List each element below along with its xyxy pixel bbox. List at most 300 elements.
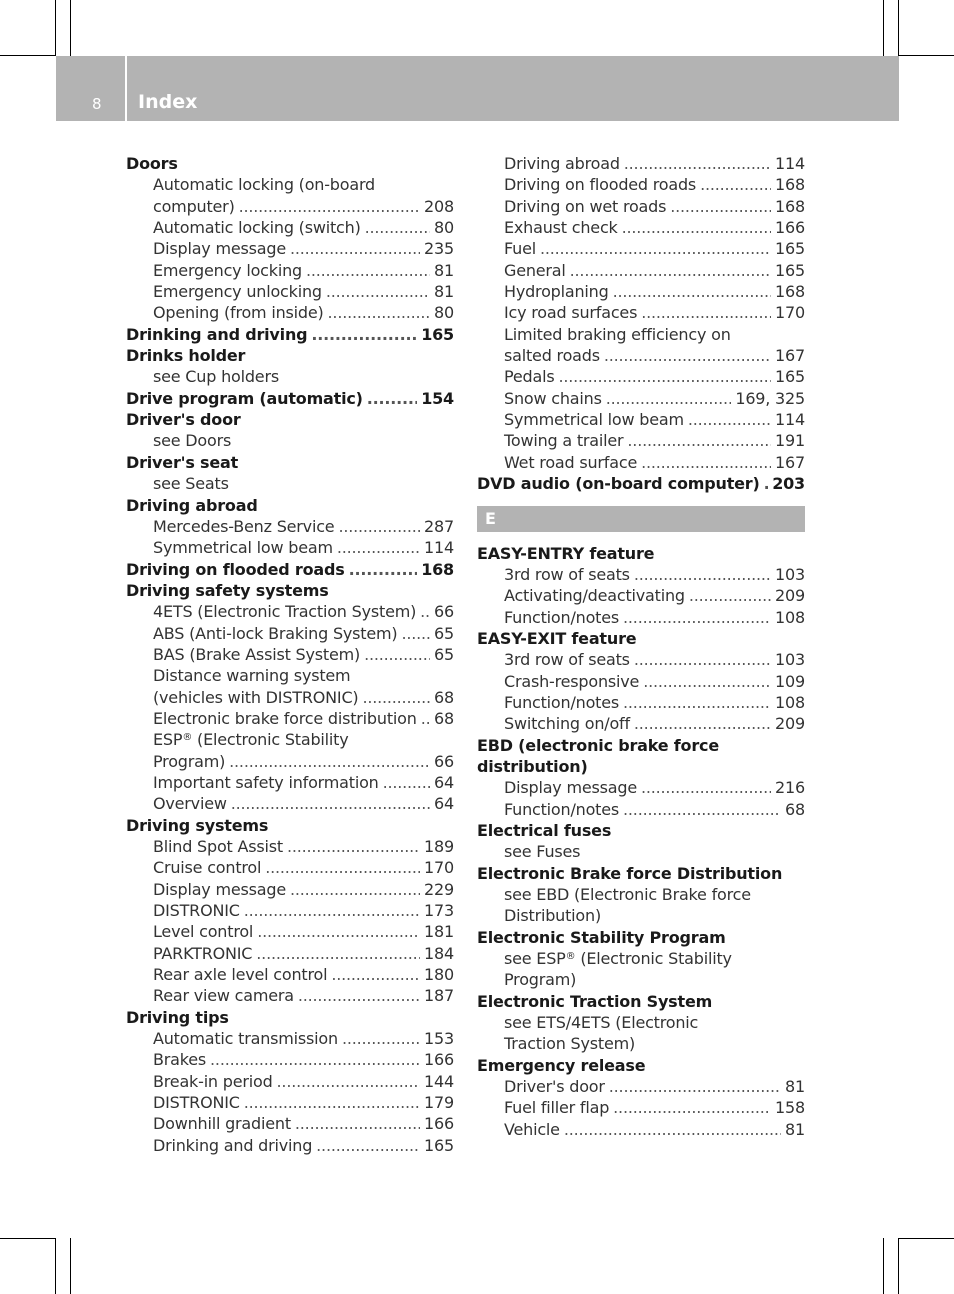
entry-text: EASY-ENTRY feature [477,543,655,563]
index-heading [477,473,805,494]
index-heading [126,345,454,366]
index-heading [126,153,454,174]
index-subentry [126,217,454,238]
index-subentry [126,1135,454,1156]
index-line [477,756,805,777]
page-ref: 166 [775,218,805,238]
entry-text: Automatic locking (switch) [153,218,361,238]
index-line [153,174,454,195]
page-ref: 180 [424,965,454,985]
index-heading [477,991,805,1012]
entry-text: Electronic Traction System [477,991,713,1011]
index-subentry [126,1028,454,1049]
entry-label [153,1092,240,1113]
entry-text: Opening (from inside) [153,303,324,323]
leader-dots [641,452,771,473]
crop-mark [883,1238,884,1294]
index-subentry [477,366,805,387]
entry-text: Level control [153,922,254,942]
index-subentry [126,943,454,964]
entry-label [504,671,639,692]
entry-text: Traction System) [504,1034,636,1054]
entry-label [126,324,307,345]
index-subentry [477,430,805,451]
page-ref: 65 [434,644,454,664]
entry-label [153,985,294,1006]
leader-dots [421,708,430,729]
leader-dots [604,345,771,366]
index-line [504,153,805,174]
index-subentry [126,729,454,772]
entry-text: Emergency release [477,1055,646,1075]
page-ref: 179 [424,1093,454,1113]
index-subentry [477,260,805,281]
entry-label [153,879,286,900]
index-line [153,1113,454,1134]
leader-dots [764,473,769,494]
crop-mark [70,0,71,56]
index-heading [126,409,454,430]
entry-label [504,196,666,217]
entry-text: Driving on wet roads [504,196,667,216]
index-line [126,815,454,836]
index-line [504,799,805,820]
entry-label [504,260,566,281]
index-line [153,217,454,238]
page-ref: 81 [785,1119,805,1139]
index-line [504,345,805,366]
index-heading [477,735,805,778]
index-line [477,473,805,494]
crop-mark [70,1238,71,1294]
index-subentry [477,585,805,606]
entry-label [153,537,333,558]
entry-text: Crash-responsive [504,671,640,691]
index-subentry [477,388,805,409]
index-line [504,238,805,259]
leader-dots [688,409,771,430]
entry-text: Break-in period [153,1071,273,1091]
index-line [504,260,805,281]
leader-dots [540,238,771,259]
entry-text: Driving on flooded roads [126,559,345,579]
index-heading [477,863,805,884]
leader-dots [287,836,420,857]
leader-dots [229,751,430,772]
entry-text: Emergency locking [153,260,302,280]
page-ref: 166 [424,1114,454,1134]
index-line [126,452,454,473]
page-ref: 216 [775,778,805,798]
page-ref: 165 [424,1135,454,1155]
index-subentry [477,1076,805,1097]
entry-text: Downhill gradient [153,1114,291,1134]
page-ref: 68 [785,799,805,819]
page-title: Index [138,91,198,113]
leader-dots [641,302,771,323]
entry-text: see Cup holders [153,367,279,387]
index-subentry [126,1092,454,1113]
index-line [126,1007,454,1028]
index-subentry [477,1097,805,1118]
entry-text: DISTRONIC [153,1093,240,1113]
index-heading [126,815,454,836]
page-ref: 114 [775,154,805,173]
leader-dots [670,196,771,217]
page-ref: 114 [775,410,805,430]
page-ref: 81 [434,260,454,280]
page-ref: 235 [424,239,454,259]
page-ref: 184 [424,943,454,963]
index-subentry [126,238,454,259]
entry-label [153,687,358,708]
leader-dots [623,799,781,820]
index-subentry [126,1049,454,1070]
page-ref: 187 [424,986,454,1006]
crop-mark [898,1238,899,1294]
leader-dots [383,772,430,793]
entry-text: Icy road surfaces [504,303,638,323]
page-ref: 167 [775,346,805,366]
entry-text: DVD audio (on-board computer) [477,474,760,494]
index-line [504,607,805,628]
entry-text: Driver's seat [126,452,239,472]
entry-text: Activating/deactivating [504,586,685,606]
entry-label [153,281,322,302]
index-line [153,1135,454,1156]
index-line [477,628,805,649]
entry-text: Distribution) [504,906,601,926]
index-line [477,543,805,564]
entry-text: Drinking and driving [153,1135,313,1155]
index-subentry [126,366,454,387]
index-subentry [126,302,454,323]
entry-label [504,238,536,259]
registered-mark: ® [182,732,193,744]
index-heading [126,559,454,580]
index-subentry [126,644,454,665]
index-subentry [126,601,454,622]
index-line [153,708,454,729]
index-line [504,1033,805,1054]
entry-text: see Fuses [504,842,581,862]
index-subentry [477,671,805,692]
page-ref: 165 [775,367,805,387]
index-subentry [126,430,454,451]
index-line [126,409,454,430]
index-line [153,943,454,964]
entry-label [153,772,379,793]
page-ref: 189 [424,837,454,856]
index-line [504,692,805,713]
page-ref: 66 [434,602,454,622]
page-ref: 66 [434,751,454,771]
entry-text: Pedals [504,367,555,387]
entry-text: see ETS/4ETS (Electronic [504,1013,699,1033]
leader-dots [643,671,771,692]
leader-dots [349,559,418,580]
index-line [153,879,454,900]
index-heading [126,1007,454,1028]
leader-dots [365,217,430,238]
entry-label [504,366,554,387]
index-line [153,900,454,921]
page-ref: 154 [421,388,454,408]
index-subentry [477,409,805,430]
entry-label [153,1135,312,1156]
index-heading [126,388,454,409]
page-ref: 68 [434,687,454,707]
leader-dots [609,1076,781,1097]
entry-label [504,585,685,606]
entry-text: ABS (Anti-lock Braking System) [153,623,398,643]
entry-label [504,1076,605,1097]
index-line [153,537,454,558]
entry-text: Function/notes [504,799,620,819]
entry-text: (Electronic Stability Program) [504,949,732,990]
entry-text: BAS (Brake Assist System) [153,644,361,664]
entry-text: Limited braking efficiency on [504,324,731,344]
leader-dots [623,607,771,628]
entry-text: distribution) [477,756,588,776]
entry-text: Emergency unlocking [153,282,322,302]
index-subentry [477,564,805,585]
index-subentry [477,238,805,259]
index-subentry [477,302,805,323]
leader-dots [244,1092,420,1113]
index-line [477,820,805,841]
leader-dots [622,217,771,238]
index-line [504,1076,805,1097]
entry-label [153,1113,291,1134]
crop-mark [898,0,899,56]
index-line [153,196,454,217]
index-line [504,281,805,302]
entry-text: 3rd row of seats [504,650,630,670]
index-subentry [477,799,805,820]
entry-label [153,601,416,622]
entry-text: Overview [153,794,227,814]
leader-dots [634,564,771,585]
leader-dots [239,196,420,217]
entry-label [153,1071,273,1092]
index-subentry [477,884,805,927]
index-subentry [126,879,454,900]
index-subentry [477,649,805,670]
page-ref: 68 [434,708,454,728]
index-subentry [126,857,454,878]
crop-mark [898,1238,954,1239]
entry-label [126,388,363,409]
index-line [153,836,454,857]
entry-text: Distance warning system [153,666,351,686]
entry-text: Fuel filler flap [504,1098,610,1118]
entry-text: Electrical fuses [477,820,612,840]
leader-dots [689,585,771,606]
crop-mark [0,55,56,56]
entry-text: Towing a trailer [504,431,624,451]
index-heading [126,452,454,473]
entry-text: Vehicle [504,1119,560,1139]
leader-dots [256,943,420,964]
page-ref: 109 [775,671,805,691]
page-ref: 167 [775,452,805,472]
index-line [153,623,454,644]
leader-dots [244,900,420,921]
leader-dots [210,1049,420,1070]
page-ref: 81 [785,1077,805,1097]
entry-text: Function/notes [504,607,620,627]
page-header [56,56,899,121]
entry-text: Driving abroad [504,154,620,173]
index-line [153,687,454,708]
entry-label [504,345,600,366]
page-ref: 103 [775,650,805,670]
index-line [126,388,454,409]
index-subentry [126,793,454,814]
entry-text: Display message [153,239,286,259]
entry-text: Doors [126,154,178,173]
index-line [504,409,805,430]
leader-dots [700,174,771,195]
entry-text: Program) [153,751,226,771]
leader-dots [265,857,420,878]
leader-dots [257,921,420,942]
entry-label [153,302,324,323]
entry-label [477,473,760,494]
crop-mark [898,55,954,56]
index-subentry [477,777,805,798]
entry-text: computer) [153,196,235,216]
entry-label [504,713,630,734]
entry-label [504,452,637,473]
entry-text: Symmetrical low beam [504,410,684,430]
entry-text: PARKTRONIC [153,943,253,963]
leader-dots [326,281,430,302]
index-subentry [477,1119,805,1140]
entry-label [153,623,397,644]
entry-label [153,921,253,942]
index-line [126,495,454,516]
index-line [504,324,805,345]
leader-dots [295,1113,420,1134]
index-subentry [126,1071,454,1092]
page-ref: 168 [775,196,805,216]
index-heading [126,495,454,516]
index-line [153,729,454,750]
entry-label [504,302,637,323]
entry-label [504,692,619,713]
index-subentry [126,174,454,217]
index-subentry [126,772,454,793]
page-ref: 64 [434,772,454,792]
index-subentry [477,281,805,302]
entry-text: see Doors [153,431,232,451]
index-line [153,1092,454,1113]
page-ref: 153 [424,1029,454,1049]
index-line [504,452,805,473]
entry-text: General [504,260,566,280]
entry-text: Rear view camera [153,986,294,1006]
leader-dots [613,1097,771,1118]
index-subentry [477,217,805,238]
page-ref: 64 [434,794,454,814]
entry-text: Mercedes-Benz Service [153,516,335,536]
leader-dots [623,692,771,713]
index-line [477,863,805,884]
entry-text: salted roads [504,346,600,366]
entry-text: EBD (electronic brake force [477,735,719,755]
index-subentry [477,452,805,473]
index-line [504,713,805,734]
entry-text: 3rd row of seats [504,564,630,584]
index-line [504,302,805,323]
entry-label [153,260,302,281]
index-line [153,430,454,451]
entry-label [504,430,623,451]
page-ref: 158 [775,1098,805,1118]
entry-text: Driving systems [126,815,269,835]
leader-dots [231,793,430,814]
entry-label [504,388,602,409]
entry-label [504,153,620,174]
index-subentry [477,713,805,734]
index-line [153,921,454,942]
index-line [126,345,454,366]
crop-mark [55,0,56,56]
entry-label [153,516,334,537]
index-subentry [477,841,805,862]
index-line [504,388,805,409]
entry-text: Electronic Stability Program [477,927,726,947]
index-line [153,644,454,665]
entry-label [153,857,261,878]
index-subentry [477,1012,805,1055]
page-ref: 168 [421,559,454,579]
index-line [504,671,805,692]
index-line [504,196,805,217]
page-ref: 165 [775,239,805,259]
index-subentry [126,921,454,942]
index-subentry [126,281,454,302]
leader-dots [634,713,771,734]
page-ref: 181 [424,922,454,942]
page-ref: 81 [434,282,454,302]
leader-dots [337,537,420,558]
index-line [153,473,454,494]
leader-dots [290,879,420,900]
leader-dots [298,985,420,1006]
leader-dots [328,302,430,323]
entry-text: Blind Spot Assist [153,837,283,856]
index-subentry [126,260,454,281]
entry-label [153,900,240,921]
entry-label [504,174,696,195]
index-subentry [126,900,454,921]
leader-dots [570,260,771,281]
index-line [504,585,805,606]
entry-text: (Electronic Stability [192,730,349,750]
entry-label [153,1049,206,1070]
entry-label [504,1119,560,1140]
page-ref: 165 [421,324,454,344]
entry-text: Symmetrical low beam [153,538,333,558]
leader-dots [401,623,430,644]
index-heading [477,927,805,948]
index-subentry [126,964,454,985]
page-ref: 208 [424,196,454,216]
entry-text: Drive program (automatic) [126,388,363,408]
